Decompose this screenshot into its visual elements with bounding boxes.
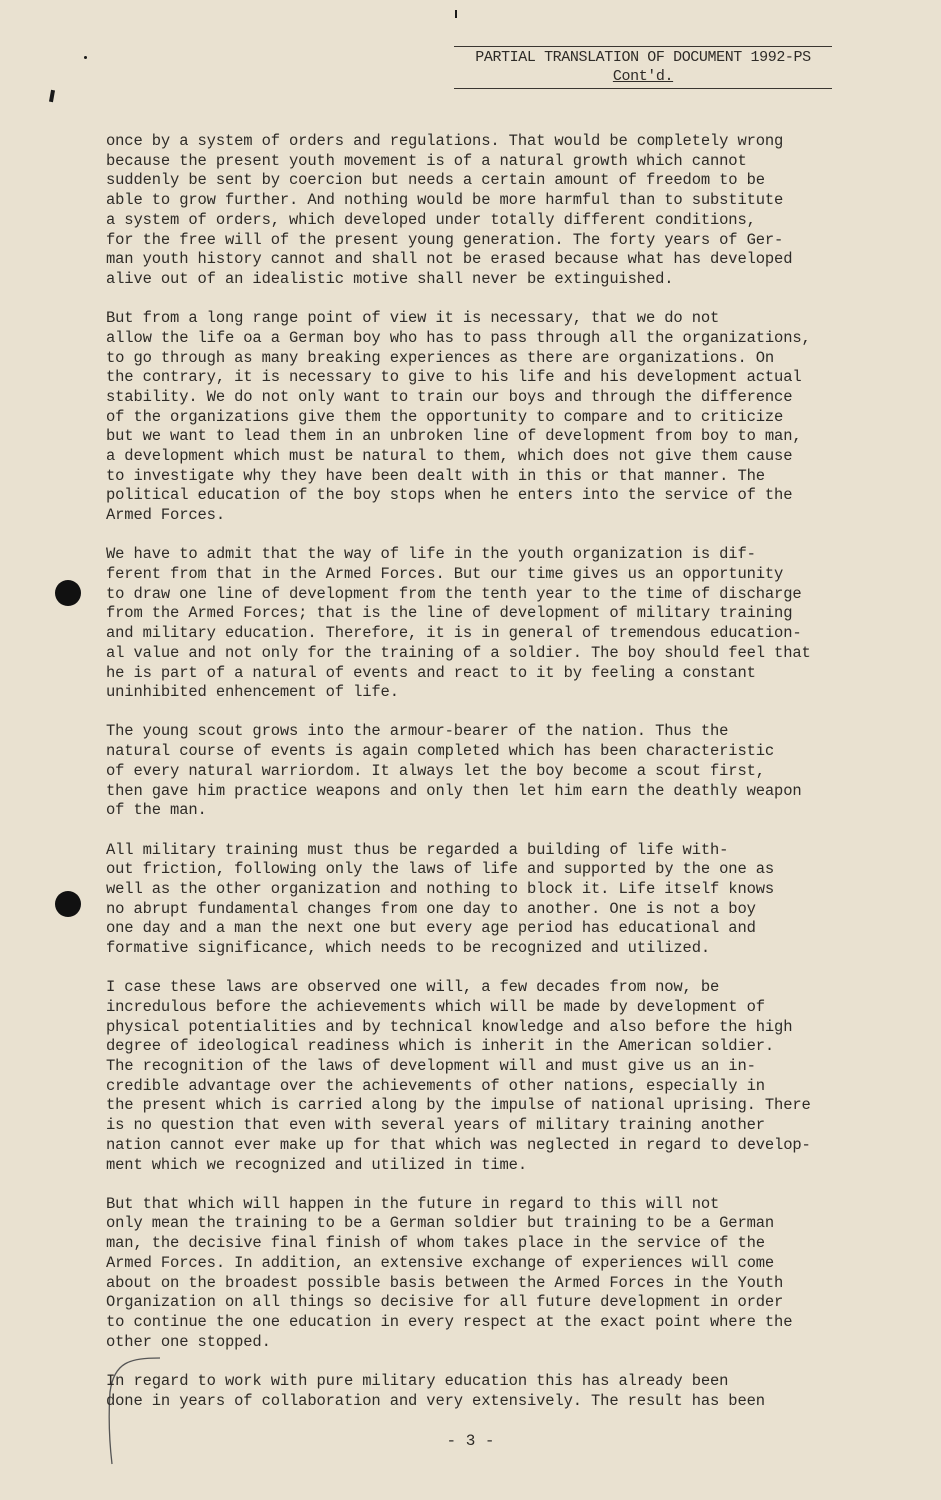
- ink-dot: [455, 10, 457, 18]
- punch-hole: [55, 580, 81, 606]
- continued-label: Cont'd.: [612, 68, 674, 85]
- paragraph: We have to admit that the way of life in the youth organization is dif- ferent from that in the Armed Forces. But our time gives us an opportunity to draw one line of development from the tenth year to the time of discharge from the Armed Forces; that is the line of development of military training and military education. Therefore, it is in general of tremendous education- al value and not only for the training of a soldier. The boy should feel that he is part of a natural of events and react to it by feeling a constant uninhibited enhencement of life.: [106, 545, 811, 702]
- punch-hole: [55, 891, 81, 917]
- paragraph: once by a system of orders and regulations. That would be completely wrong because the present youth movement is of a natural growth which cannot suddenly be sent by coercion but needs a certain amount of freedom to be able to grow further. And nothing would be more harmful than to substitute a system of orders, which developed under totally different conditions, for the free will of the present young generation. The forty years of Ger- man youth history cannot and shall not be erased because what has developed alive out of an idealistic motive shall never be extinguished.: [106, 132, 793, 288]
- page-number: - 3 -: [446, 1432, 495, 1450]
- paragraph: But from a long range point of view it is necessary, that we do not allow the life oa a German boy who has to pass through all the organizations, to go through as many breaking experiences as there are organizations. On the contrary, it is necessary to give to his life and his development actual stability. We do not only want to train our boys and through the difference of the organizations give them the opportunity to compare and to criticize but we want to lead them in an unbroken line of development from boy to man, a development which must be natural to them, which does not give them cause to investigate why they have been dealt with in this or that manner. The political education of the boy stops when he enters into the service of the Armed Forces.: [106, 309, 811, 525]
- paragraph: I case these laws are observed one will, a few decades from now, be incredulous before the achievements which will be made by development of physical potentialities and by technical knowledge and also before the high degree of ideological readiness which is inherit in the American soldier. The recognition of the laws of development will and must give us an in- credible advantage over the achievements of other nations, especially in the present which is carried along by the impulse of national uprising. There is no question that even with several years of military training another nation cannot ever make up for that which was neglected in regard to develop- ment which we recognized and utilized in time.: [106, 978, 811, 1174]
- paragraph: All military training must thus be regarded a building of life with- out friction, following only the laws of life and supported by the one as well as the other organization and nothing to block it. Life itself knows no abrupt fundamental changes from one day to another. One is not a boy one day and a man the next one but every age period has educational and formative significance, which needs to be recognized and utilized.: [106, 840, 775, 958]
- document-header: [454, 46, 832, 89]
- header-rule: [454, 88, 832, 89]
- document-title: PARTIAL TRANSLATION OF DOCUMENT 1992-PS: [475, 49, 811, 66]
- paragraph: But that which will happen in the future in regard to this will not only mean the training to be a German soldier but training to be a German man, the decisive final finish of whom takes place in the service of the Armed Forces. In addition, an extensive exchange of experiences will come about on the broadest possible basis between the Armed Forces in the Youth Organization on all things so decisive for all future development in order to continue the one education in every respect at the exact point where the other one stopped.: [106, 1194, 793, 1351]
- header-rule: [454, 46, 832, 47]
- ink-dot: [84, 56, 87, 59]
- paragraph: In regard to work with pure military education this has already been done in years of collaboration and very extensively. The result has been: [106, 1371, 765, 1410]
- document-body: [106, 132, 866, 1431]
- paragraph: The young scout grows into the armour-bearer of the nation. Thus the natural course of events is again completed which has been characteristic of every natural warriordom. It always let the boy become a scout first, then gave him practice weapons and only then let him earn the deathly weapon of the man.: [106, 722, 802, 820]
- ink-mark: [49, 90, 55, 103]
